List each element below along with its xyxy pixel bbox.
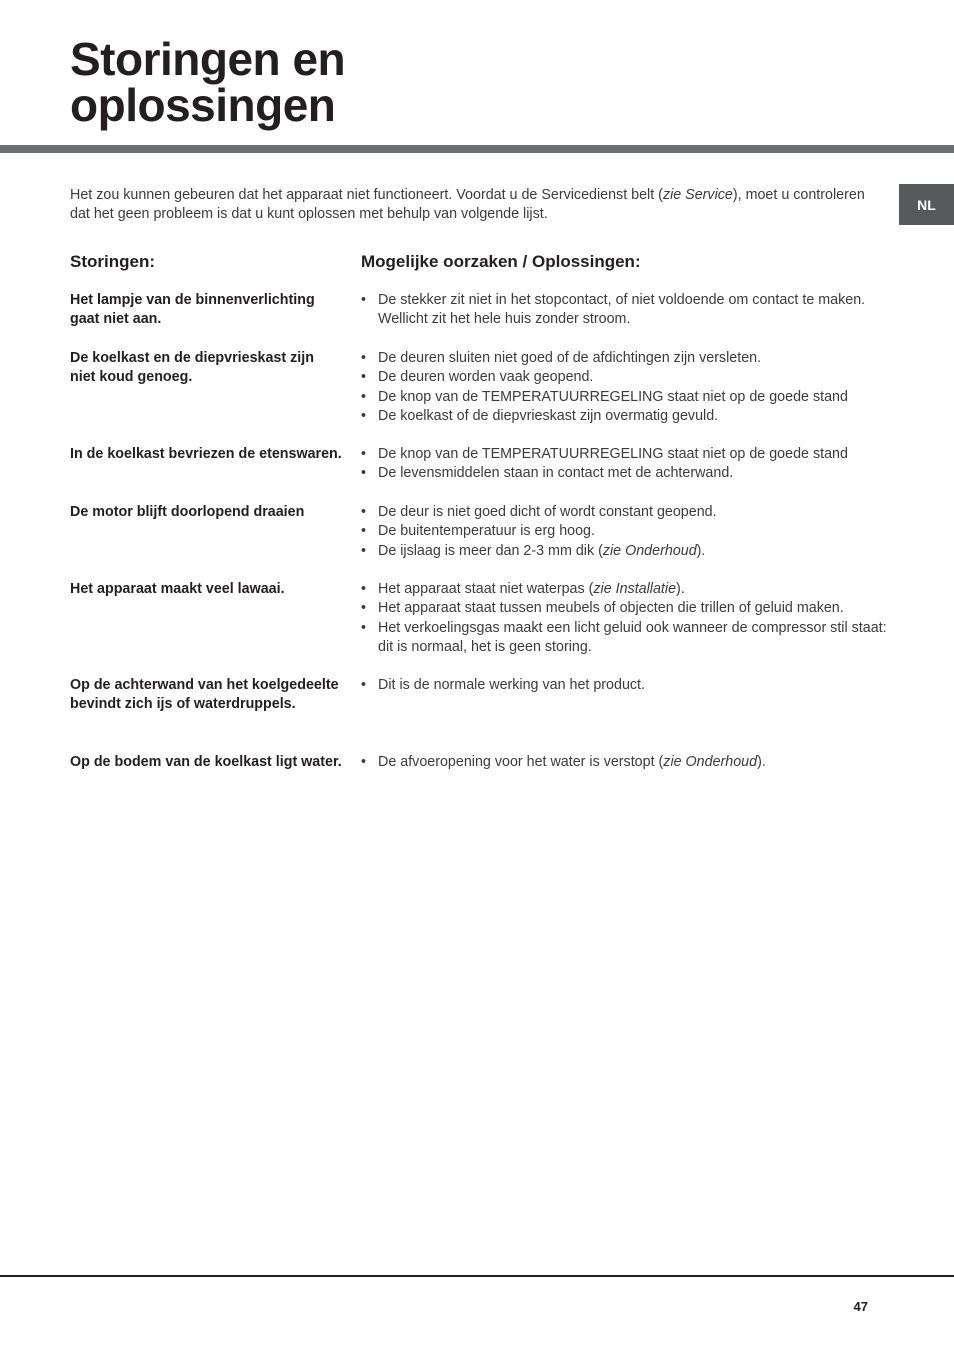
- fault-description: In de koelkast bevriezen de etenswaren.: [70, 446, 342, 462]
- cause-text: De stekker zit niet in het stopcontact, of niet voldoende om contact te maken. Wellicht zit het hele huis zonder stroom.: [378, 292, 866, 328]
- language-tab-label: NL: [917, 196, 936, 213]
- fault-description: De motor blijft doorlopend draaien: [70, 504, 305, 520]
- header-rule: [0, 145, 954, 153]
- cause-item: [361, 407, 901, 426]
- cause-text-end: ).: [696, 542, 706, 559]
- fault-description: De koelkast en de diepvrieskast zijn niet koud genoeg.: [70, 350, 314, 386]
- cause-text: Het apparaat staat tussen meubels of objecten die trillen of geluid maken.: [378, 600, 844, 617]
- cause-text: De deuren worden vaak geopend.: [378, 369, 594, 386]
- fault-description: Het apparaat maakt veel lawaai.: [70, 581, 285, 597]
- cause-item: [361, 464, 901, 483]
- cause-text: De levensmiddelen staan in contact met de achterwand.: [378, 465, 734, 482]
- cause-text: Dit is de normale werking van het product.: [378, 677, 646, 693]
- cause-item: [361, 753, 901, 772]
- cause-item: [361, 580, 901, 599]
- cause-text: De deur is niet goed dicht of wordt constant geopend.: [378, 504, 717, 520]
- title-line-1: Storingen en: [70, 33, 346, 85]
- causes-list: [361, 753, 901, 772]
- cause-item: [361, 445, 901, 464]
- cause-text: De afvoeropening voor het water is verstopt (: [378, 754, 664, 770]
- cause-item: [361, 522, 901, 541]
- cause-item: [361, 368, 901, 387]
- cause-text: De deuren sluiten niet goed of de afdichtingen zijn versleten.: [378, 350, 762, 366]
- causes-column-header: Mogelijke oorzaken / Oplossingen:: [361, 252, 641, 271]
- cause-item: [361, 388, 901, 407]
- title-line-2: oplossingen: [70, 79, 336, 131]
- faults-column-header: Storingen:: [70, 252, 155, 271]
- cause-text-end: ).: [757, 754, 766, 770]
- page-title: [70, 33, 346, 131]
- causes-list: [361, 580, 901, 657]
- cause-item: [361, 291, 901, 330]
- fault-description: Op de bodem van de koelkast ligt water.: [70, 754, 342, 770]
- cause-text: De knop van de TEMPERATUURREGELING staat niet op de goede stand: [378, 388, 848, 405]
- cause-reference: zie Onderhoud: [602, 542, 697, 559]
- cause-text: De buitentemperatuur is erg hoog.: [378, 523, 595, 540]
- cause-item: [361, 542, 901, 561]
- intro-paragraph: [70, 186, 870, 224]
- language-tab: [899, 184, 954, 225]
- cause-item: [361, 503, 901, 522]
- intro-reference: zie Service: [662, 187, 733, 203]
- causes-list: [361, 503, 901, 561]
- cause-reference: zie Onderhoud: [663, 754, 758, 770]
- causes-list: [361, 676, 901, 695]
- cause-item: [361, 676, 901, 695]
- fault-description: Op de achterwand van het koelgedeelte bevindt zich ijs of waterdruppels.: [70, 677, 339, 713]
- page-number: 47: [853, 1299, 868, 1314]
- causes-list: [361, 349, 901, 426]
- cause-text: Het apparaat staat niet waterpas (: [378, 581, 594, 597]
- footer-rule: [0, 1275, 954, 1277]
- cause-item: [361, 599, 901, 618]
- cause-text: Het verkoelingsgas maakt een licht geluid ook wanneer de compressor stil staat: dit is normaal, het is geen storing.: [378, 619, 887, 655]
- intro-text-2: ), moet u controleren dat het geen probleem is dat u kunt oplossen met behulp van volgende lijst.: [70, 187, 865, 222]
- fault-description: Het lampje van de binnenverlichting gaat niet aan.: [70, 292, 315, 328]
- cause-item: [361, 619, 901, 658]
- cause-text: De koelkast of de diepvrieskast zijn overmatig gevuld.: [378, 407, 719, 424]
- causes-list: [361, 291, 901, 330]
- cause-text-end: ).: [676, 581, 685, 597]
- intro-text-1: Het zou kunnen gebeuren dat het apparaat niet functioneert. Voordat u de Servicedienst belt (: [70, 187, 663, 203]
- cause-reference: zie Installatie: [593, 581, 677, 597]
- cause-text: De ijslaag is meer dan 2-3 mm dik (: [378, 542, 603, 559]
- cause-item: [361, 349, 901, 368]
- cause-text: De knop van de TEMPERATUURREGELING staat niet op de goede stand: [378, 446, 848, 462]
- causes-list: [361, 445, 901, 484]
